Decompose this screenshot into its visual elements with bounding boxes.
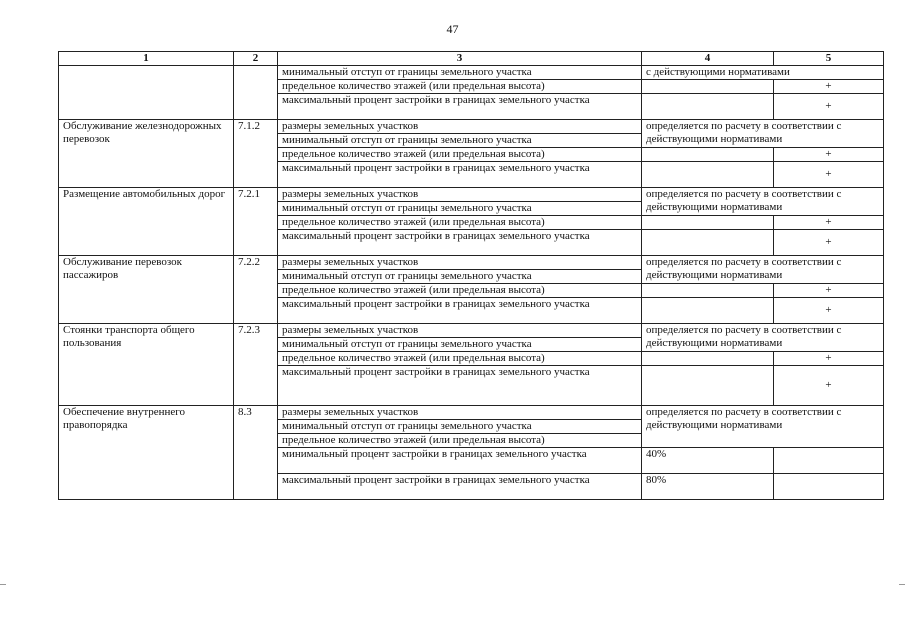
activity-name: Размещение автомобильных дорог (59, 188, 234, 256)
param-cell: предельное количество этажей (или предельная высота) (278, 216, 642, 230)
param-cell: минимальный процент застройки в границах земельного участка (278, 448, 642, 474)
activity-name: Обслуживание железнодорожных перевозок (59, 120, 234, 188)
col-header-1: 1 (59, 52, 234, 66)
param-cell: размеры земельных участков (278, 120, 642, 134)
note-cell (642, 366, 774, 406)
allowed-mark: + (774, 352, 884, 366)
note-cell (642, 162, 774, 188)
activity-code: 7.2.3 (234, 324, 278, 406)
table-row (59, 120, 884, 134)
note-cell (642, 80, 774, 94)
table-row (59, 256, 884, 270)
note-cell: определяется по расчету в соответствии с действующими нормативами (642, 406, 884, 448)
note-cell: с действующими нормативами (642, 66, 884, 80)
param-cell: максимальный процент застройки в границах земельного участка (278, 298, 642, 324)
activity-code: 7.1.2 (234, 120, 278, 188)
col-header-3: 3 (278, 52, 642, 66)
note-cell (774, 474, 884, 500)
activity-groups (59, 120, 884, 406)
allowed-mark: + (774, 366, 884, 406)
param-cell: предельное количество этажей (или предельная высота) (278, 434, 642, 448)
table-row (59, 406, 884, 420)
activity-code-cell (234, 66, 278, 120)
activity-code: 8.3 (234, 406, 278, 500)
table-row (59, 324, 884, 338)
param-cell: максимальный процент застройки в границах земельного участка (278, 366, 642, 406)
param-cell: предельное количество этажей (или предельная высота) (278, 148, 642, 162)
param-cell: предельное количество этажей (или предельная высота) (278, 80, 642, 94)
param-cell: максимальный процент застройки в границах земельного участка (278, 94, 642, 120)
activity-code: 7.2.2 (234, 256, 278, 324)
param-cell: максимальный процент застройки в границах земельного участка (278, 162, 642, 188)
allowed-mark: + (774, 216, 884, 230)
activity-name-cell (59, 66, 234, 120)
edge-mark-left (0, 584, 6, 585)
note-cell (642, 298, 774, 324)
activity-name: Обеспечение внутреннего правопорядка (59, 406, 234, 500)
activity-group-last (59, 406, 884, 500)
page-number: 47 (446, 22, 459, 36)
param-cell: предельное количество этажей (или предельная высота) (278, 284, 642, 298)
note-cell (642, 230, 774, 256)
note-cell (642, 352, 774, 366)
activity-name: Стоянки транспорта общего пользования (59, 324, 234, 406)
allowed-mark: + (774, 162, 884, 188)
allowed-mark: + (774, 94, 884, 120)
col-header-2: 2 (234, 52, 278, 66)
value-cell: 80% (642, 474, 774, 500)
param-cell: минимальный отступ от границы земельного участка (278, 270, 642, 284)
table-row (59, 66, 884, 80)
allowed-mark: + (774, 230, 884, 256)
note-cell (774, 448, 884, 474)
param-cell: минимальный отступ от границы земельного участка (278, 420, 642, 434)
note-cell: определяется по расчету в соответствии с действующими нормативами (642, 256, 884, 284)
param-cell: размеры земельных участков (278, 256, 642, 270)
param-cell: размеры земельных участков (278, 406, 642, 420)
param-cell: минимальный отступ от границы земельного участка (278, 338, 642, 352)
param-cell: максимальный процент застройки в границах земельного участка (278, 230, 642, 256)
land-use-regulations-table (58, 51, 884, 500)
note-cell (642, 284, 774, 298)
table-row (59, 188, 884, 202)
param-cell: минимальный отступ от границы земельного участка (278, 66, 642, 80)
activity-code: 7.2.1 (234, 188, 278, 256)
param-cell: максимальный процент застройки в границах земельного участка (278, 474, 642, 500)
note-cell: определяется по расчету в соответствии с действующими нормативами (642, 120, 884, 148)
note-cell: определяется по расчету в соответствии с действующими нормативами (642, 188, 884, 216)
value-cell: 40% (642, 448, 774, 474)
allowed-mark: + (774, 298, 884, 324)
col-header-4: 4 (642, 52, 774, 66)
allowed-mark: + (774, 284, 884, 298)
allowed-mark: + (774, 80, 884, 94)
param-cell: минимальный отступ от границы земельного участка (278, 202, 642, 216)
header-row (59, 52, 884, 66)
activity-name: Обслуживание перевозок пассажиров (59, 256, 234, 324)
param-cell: размеры земельных участков (278, 188, 642, 202)
edge-mark-right (899, 584, 905, 585)
note-cell (642, 148, 774, 162)
allowed-mark: + (774, 148, 884, 162)
note-cell (642, 94, 774, 120)
note-cell (642, 216, 774, 230)
col-header-5: 5 (774, 52, 884, 66)
param-cell: предельное количество этажей (или предельная высота) (278, 352, 642, 366)
param-cell: размеры земельных участков (278, 324, 642, 338)
param-cell: минимальный отступ от границы земельного участка (278, 134, 642, 148)
note-cell: определяется по расчету в соответствии с действующими нормативами (642, 324, 884, 352)
